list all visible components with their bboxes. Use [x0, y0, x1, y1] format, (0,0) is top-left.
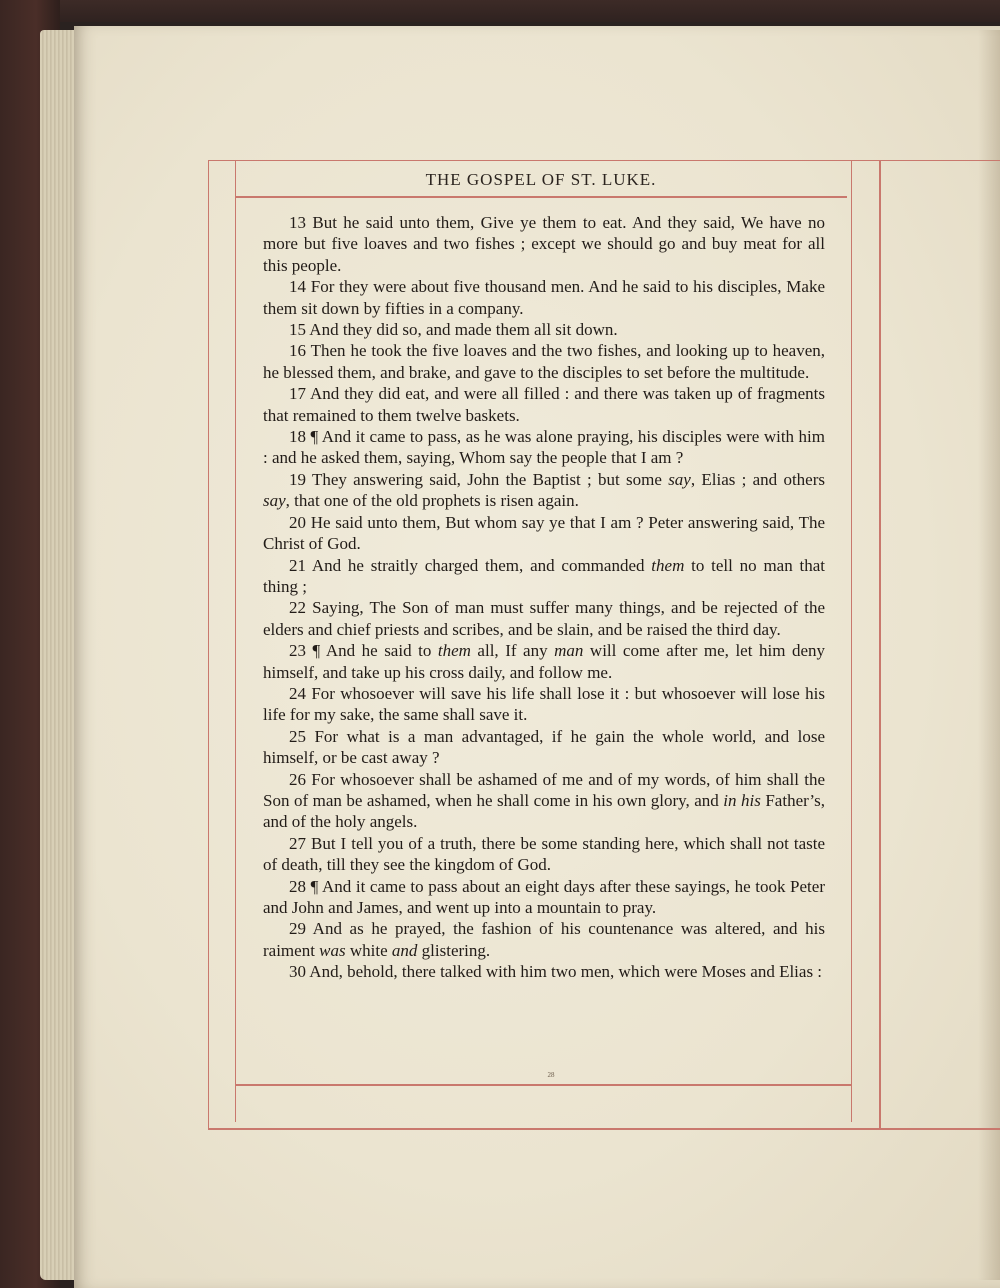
verse-28: 28 ¶ And it came to pass about an eight days after these sayings, he took Peter and John and James, and went up into a mountain to pray.	[263, 876, 825, 917]
verse-24: 24 For whosoever will save his life shall lose it : but whosoever will lose his life for my sake, the same shall save it.	[263, 683, 825, 725]
verse-18: 18 ¶ And it came to pass, as he was alone praying, his disciples were with him : and he asked them, saying, Whom say the people that I am ?	[263, 427, 825, 468]
running-head: THE GOSPEL OF ST. LUKE.	[425, 170, 657, 189]
scripture-text	[263, 212, 825, 983]
verse-15: 15 And they did so, and made them all sit down.	[289, 320, 618, 340]
verse-22: 22 Saying, The Son of man must suffer many things, and be rejected of the elders and chief priests and scribes, and be slain, and be raised the third day.	[263, 598, 825, 639]
footer-rule-outer	[208, 1128, 1000, 1130]
verse-20: 20 He said unto them, But whom say ye that I am ? Peter answering said, The Christ of God.	[263, 512, 825, 554]
verse-14: 14 For they were about five thousand men. And he said to his disciples, Make them sit down by fifties in a company.	[263, 277, 825, 318]
book-cover-top	[0, 0, 1000, 22]
verse-16: 16 Then he took the five loaves and the two fishes, and looking up to heaven, he blessed them, and brake, and gave to the disciples to set before the multitude.	[263, 341, 825, 382]
verse-17: 17 And they did eat, and were all filled : and there was taken up of fragments that remained to them twelve baskets.	[263, 384, 825, 425]
verse-25: 25 For what is a man advantaged, if he gain the whole world, and lose himself, or be cast away ?	[263, 726, 825, 768]
verse-23: 23 ¶ And he said to them all, If any man will come after me, let him deny himself, and take up his cross daily, and follow me.	[263, 641, 825, 682]
footer-rule	[235, 1084, 852, 1086]
verse-30: 30 And, behold, there talked with him two men, which were Moses and Elias :	[289, 962, 823, 982]
verse-21: 21 And he straitly charged them, and commanded them to tell no man that thing ;	[263, 555, 825, 596]
verse-27: 27 But I tell you of a truth, there be some standing here, which shall not taste of death, till they see the kingdom of God.	[263, 833, 825, 875]
verse-19: 19 They answering said, John the Baptist ; but some say, Elias ; and others say, that one of the old prophets is risen again.	[263, 469, 825, 511]
verse-26: 26 For whosoever shall be ashamed of me and of my words, of him shall the Son of man be ashamed, when he shall come in his own glory, and in his Father’s, and of the holy angels.	[263, 769, 826, 832]
verse-29: 29 And as he prayed, the fashion of his countenance was altered, and his raiment was white and glistering.	[263, 919, 825, 960]
header-rule	[235, 196, 847, 198]
verse-13: 13 But he said unto them, Give ye them to eat. And they said, We have no more but five loaves and two fishes ; except we should go and buy meat for all this people.	[263, 213, 825, 275]
page-number: 28	[547, 1071, 555, 1079]
page-border-right-rule	[879, 160, 881, 1130]
